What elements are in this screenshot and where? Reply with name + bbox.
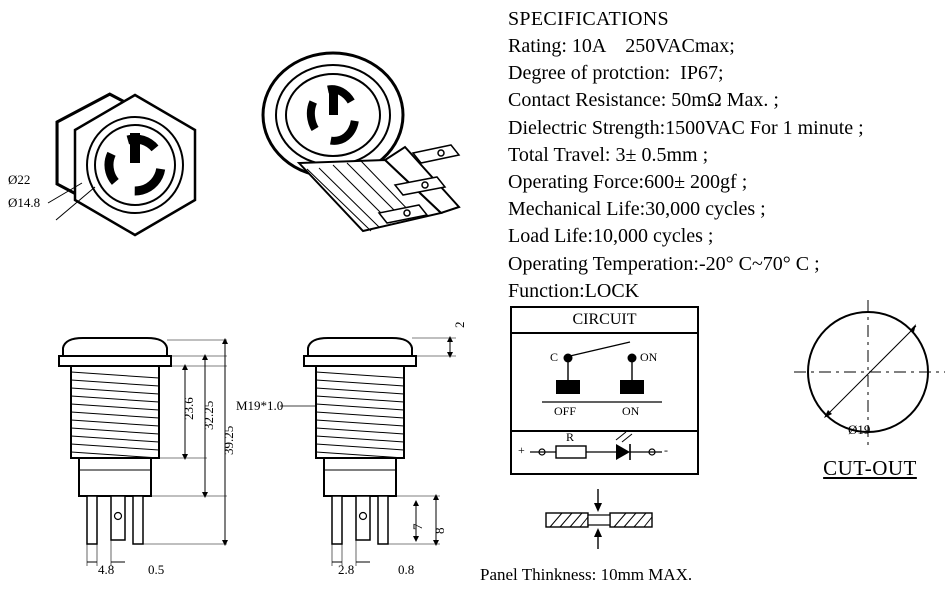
- side-left-dim-thread: 23.6: [181, 397, 196, 420]
- cutout-diameter-label: Ø19: [848, 422, 871, 437]
- side-left-dim-total: 39.25: [221, 425, 236, 455]
- specifications-block: [508, 6, 948, 305]
- side-right-dim-top: 2: [452, 321, 467, 328]
- spec-line-4: Total Travel: 3± 0.5mm ;: [508, 143, 709, 166]
- panel-svg: [480, 485, 720, 563]
- circuit-switch-section: [512, 334, 697, 432]
- panel-thickness-note: Panel Thinkness: 10mm MAX.: [480, 565, 693, 584]
- side-right-thread-label: M19*1.0: [236, 398, 284, 413]
- circuit-title: CIRCUIT: [512, 308, 697, 334]
- side-left-pin-right-label: 0.5: [148, 562, 165, 577]
- circuit-label-off: OFF: [554, 404, 577, 418]
- circuit-label-on: ON: [622, 404, 640, 418]
- circuit-resistor-label: R: [566, 430, 575, 444]
- spec-line-6: Mechanical Life:30,000 cycles ;: [508, 198, 766, 221]
- spec-line-2: Contact Resistance: 50mΩ Max. ;: [508, 89, 779, 112]
- side-right-pin-left-label: 2.8: [338, 562, 355, 577]
- side-right-dim-pin-outer: 8: [432, 527, 447, 534]
- spec-line-0: Rating: 10A 250VACmax;: [508, 35, 735, 57]
- spec-line-8: Operating Temperation:-20° C~70° C ;: [508, 252, 820, 275]
- cutout-label: CUT-OUT: [823, 456, 917, 480]
- circuit-terminal-on-label: ON: [640, 350, 658, 364]
- circuit-minus-label: -: [664, 443, 668, 457]
- side-right-pin-right-label: 0.8: [398, 562, 415, 577]
- spec-line-1: Degree of protction: IP67;: [508, 62, 724, 85]
- circuit-led-section: [512, 432, 697, 473]
- circuit-plus-label: +: [518, 443, 525, 457]
- side-left-dim-body: 32.25: [201, 400, 216, 430]
- circuit-terminal-c-label: C: [550, 350, 559, 364]
- spec-line-5: Operating Force:600± 200gf ;: [508, 171, 748, 194]
- circuit-diagram: [510, 306, 699, 475]
- side-left-pin-left-label: 4.8: [98, 562, 115, 577]
- side-view-right: [280, 330, 500, 580]
- panel-thickness-drawing: [480, 485, 720, 590]
- perspective-view: [245, 35, 500, 250]
- side-view-left: [35, 330, 255, 580]
- side-right-dim-pin-inner: 7: [410, 523, 425, 530]
- spec-line-3: Dielectric Strength:1500VAC For 1 minute ;: [508, 116, 864, 139]
- front-view-dia-inner-label: Ø14.8: [8, 195, 41, 210]
- front-view-group: [30, 55, 260, 245]
- spec-line-9: Function:LOCK: [508, 279, 640, 302]
- spec-line-7: Load Life:10,000 cycles ;: [508, 225, 714, 248]
- front-view-dia-outer-label: Ø22: [8, 172, 31, 187]
- cutout-drawing: [790, 300, 950, 485]
- specifications-title: SPECIFICATIONS: [508, 8, 669, 30]
